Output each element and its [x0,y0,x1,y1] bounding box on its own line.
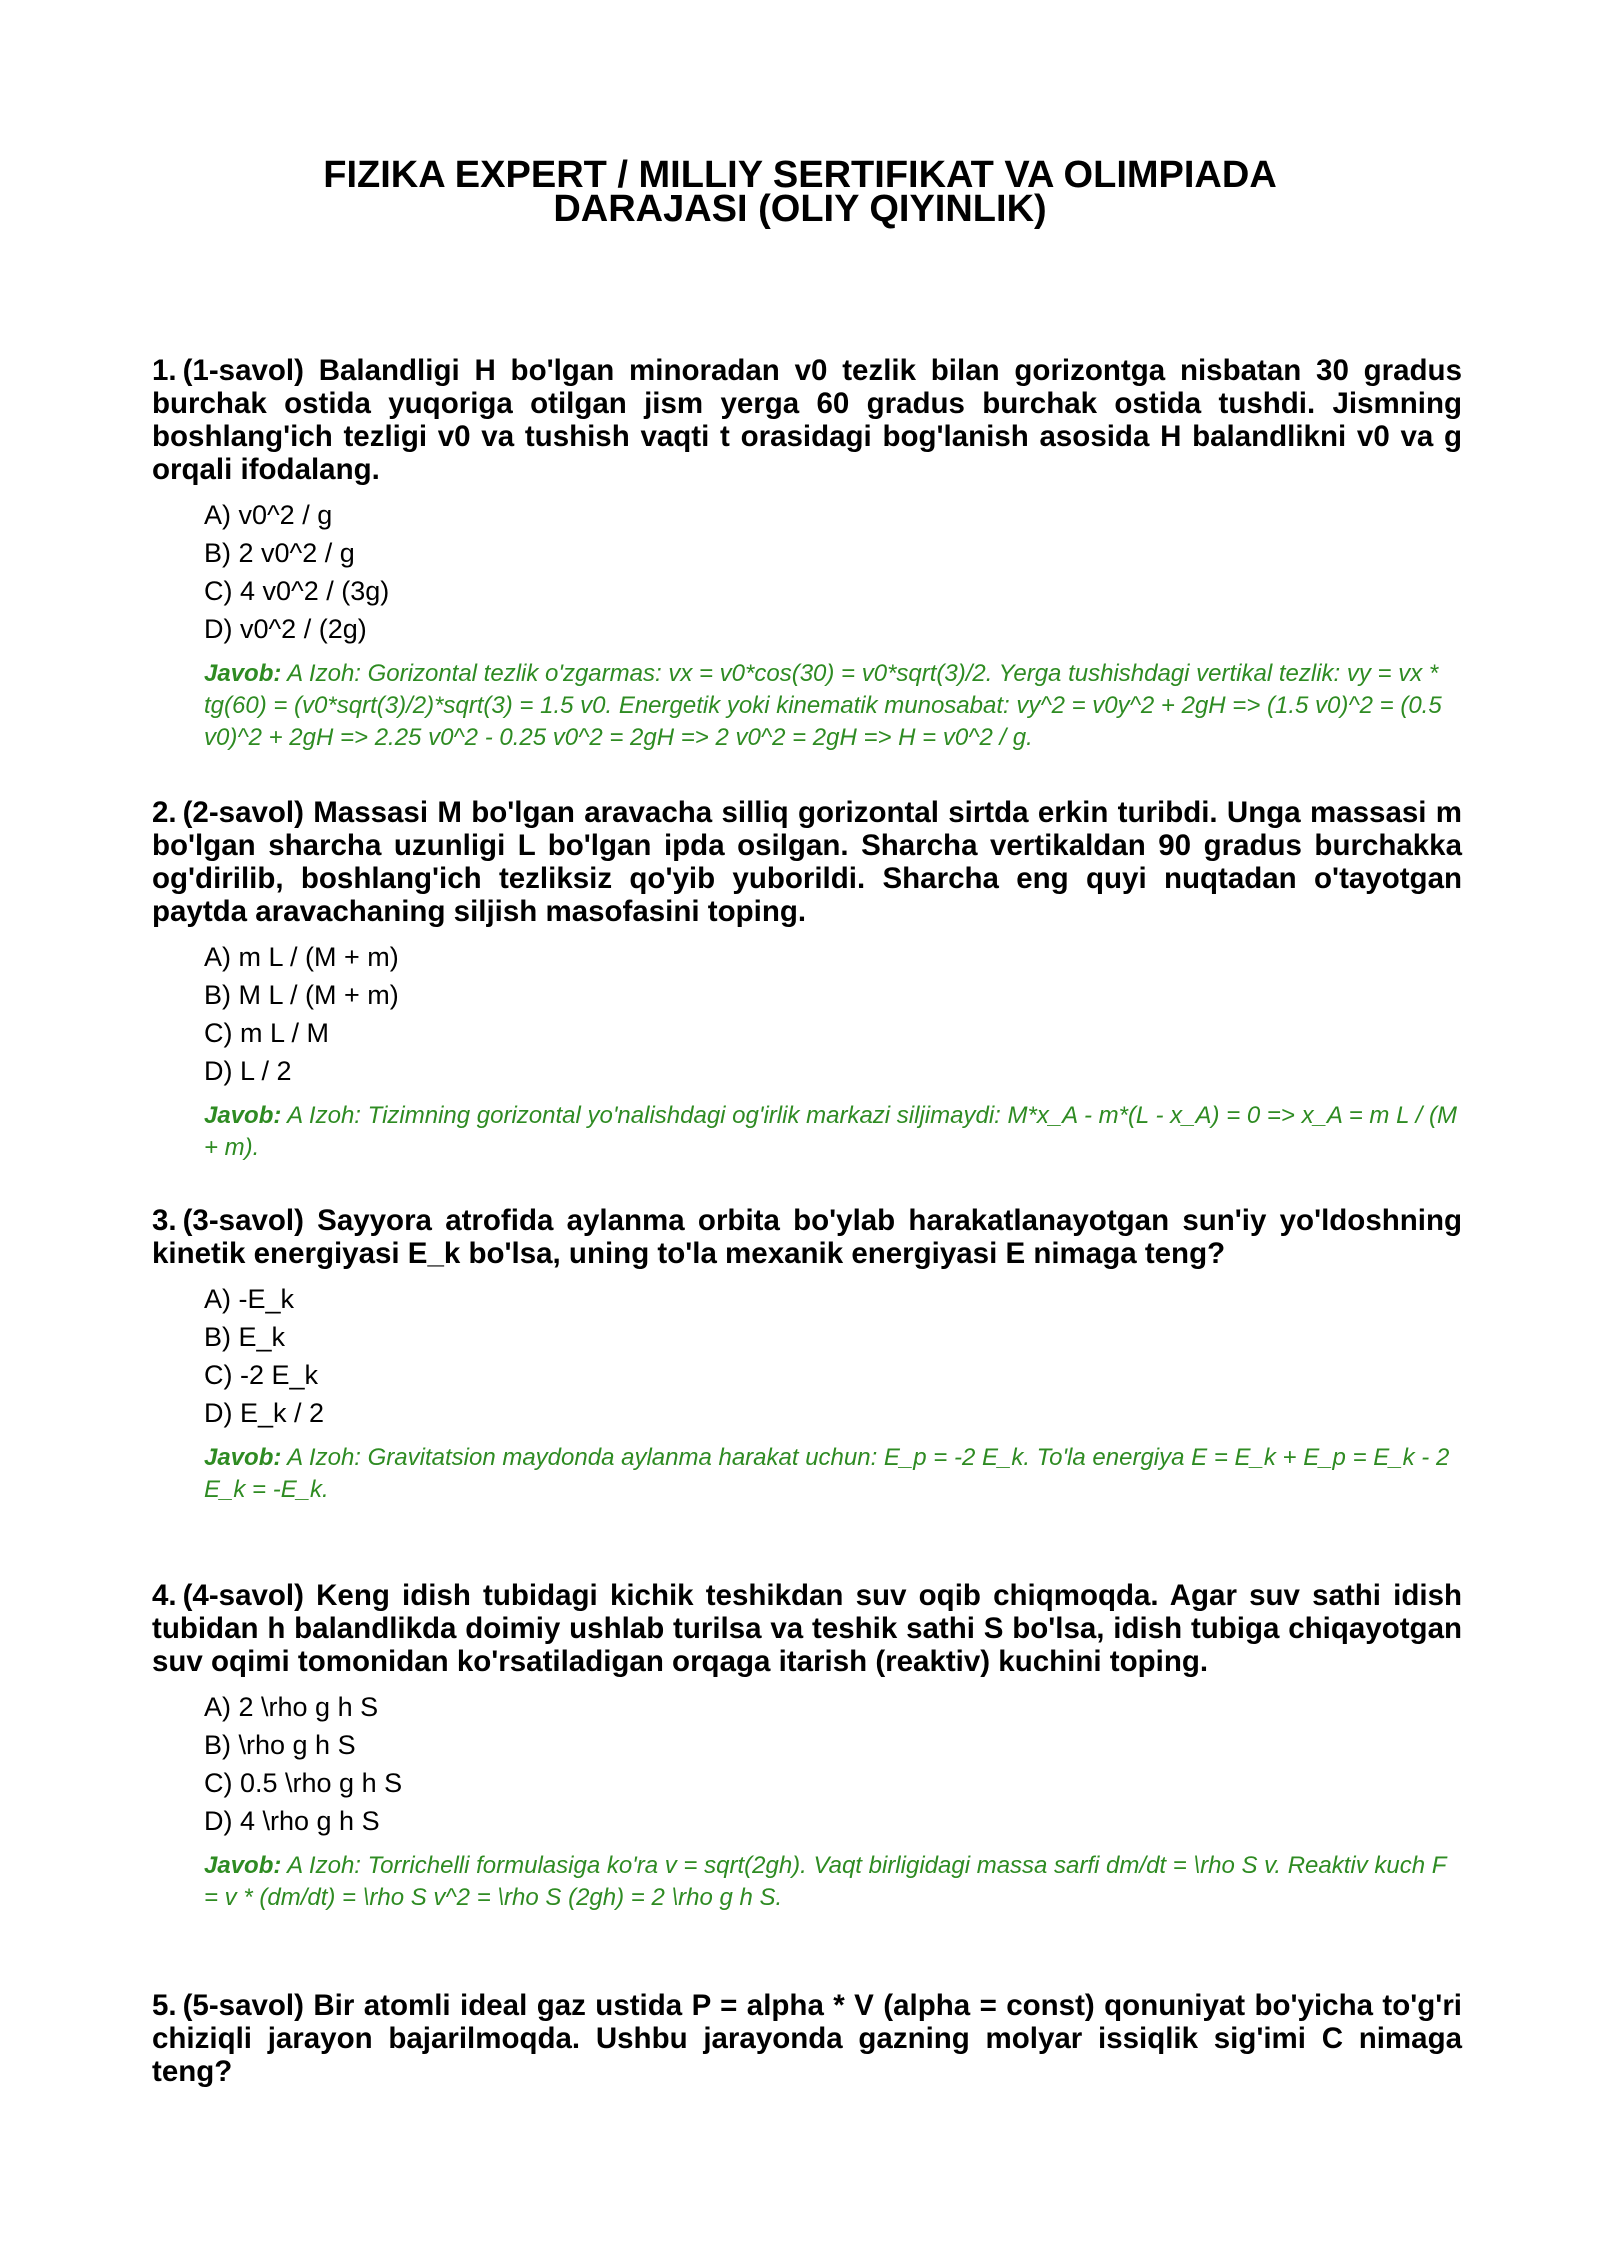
options-list [204,938,1462,1090]
option-b: B) E_k [204,1322,286,1352]
answer-label: Javob: [204,1444,282,1471]
option-a: A) -E_k [204,1284,295,1314]
question-body: (2-savol) Massasi M bo'lgan aravacha silliq gorizontal sirtda erkin turibdi. Unga massasi m bo'lgan sharcha uzunligi L bo'lgan ipda osilgan. Sharcha vertikaldan 90 gradus burchakka og'dirilib, boshlang'ich tezliksiz qo'yib yuborildi. Sharcha eng quyi nuqtadan o'tayotgan paytda aravachaning siljish masofasini toping. [152,796,1462,928]
question-body: (3-savol) Sayyora atrofida aylanma orbita bo'ylab harakatlanayotgan sun'iy yo'ldoshning kinetik energiyasi E_k bo'lsa, uning to'la mexanik energiyasi E nimaga teng? [152,1204,1462,1270]
option-a: A) 2 \rho g h S [204,1692,379,1722]
answer-text: A Izoh: Gorizontal tezlik o'zgarmas: vx = v0*cos(30) = v0*sqrt(3)/2. Yerga tushishdagi vertikal tezlik: vy = vx * tg(60) = (v0*sqrt(3)/2)*sqrt(3) = 1.5 v0. Energetik yoki kinematik munosabat: vy^2 = v0y^2 + 2gH => (1.5 v0)^2 = (0.5 v0)^2 + 2gH => 2.25 v0^2 - 0.25 v0^2 = 2gH => 2 v0^2 = 2gH => H = v0^2 / g. [204,660,1442,751]
answer-explanation [204,1442,1462,1506]
option-b: B) 2 v0^2 / g [204,538,355,568]
question-number: 5. [152,1989,177,2022]
answer-text: A Izoh: Gravitatsion maydonda aylanma harakat uchun: E_p = -2 E_k. To'la energiya E = E_k + E_p = E_k - 2 E_k = -E_k. [204,1444,1450,1503]
question-body: (1-savol) Balandligi H bo'lgan minoradan v0 tezlik bilan gorizontga nisbatan 30 gradus burchak ostida yuqoriga otilgan jism yerga 60 gradus burchak ostida tushdi. Jismning boshlang'ich tezligi v0 va tushish vaqti t orasidagi bog'lanish asosida H balandlikni v0 va g orqali ifodalang. [152,354,1462,486]
question-3 [152,1204,1462,1506]
question-5 [152,1989,1462,2088]
options-list [204,1280,1462,1432]
option-d: D) E_k / 2 [204,1398,325,1428]
option-d: D) v0^2 / (2g) [204,614,367,644]
option-a: A) m L / (M + m) [204,942,399,972]
question-number: 3. [152,1204,177,1237]
option-d: D) L / 2 [204,1056,292,1086]
answer-label: Javob: [204,660,282,687]
option-d: D) 4 \rho g h S [204,1806,380,1836]
answer-label: Javob: [204,1102,282,1129]
option-c: C) 0.5 \rho g h S [204,1768,403,1798]
question-text [152,1989,1462,2088]
title-line-2: DARAJASI (OLIY QIYINLIK) [553,188,1047,230]
question-number: 4. [152,1579,177,1612]
question-number: 2. [152,796,177,829]
question-text [152,796,1462,928]
question-body: (5-savol) Bir atomli ideal gaz ustida P = alpha * V (alpha = const) qonuniyat bo'yicha to'g'ri chiziqli jarayon bajarilmoqda. Ushbu jarayonda gazning molyar issiqlik sig'imi C nimaga teng? [152,1989,1462,2088]
answer-explanation [204,1100,1462,1164]
answer-text: A Izoh: Tizimning gorizontal yo'nalishdagi og'irlik markazi siljimaydi: M*x_A - m*(L - x_A) = 0 => x_A = m L / (M + m). [204,1102,1457,1161]
title-line-1: FIZIKA EXPERT / MILLIY SERTIFIKAT VA OLIMPIADA [323,154,1277,196]
option-b: B) \rho g h S [204,1730,356,1760]
answer-label: Javob: [204,1852,282,1879]
answer-text: A Izoh: Torrichelli formulasiga ko'ra v = sqrt(2gh). Vaqt birligidagi massa sarfi dm/dt = \rho S v. Reaktiv kuch F = v * (dm/dt) = \rho S v^2 = \rho S (2gh) = 2 \rho g h S. [204,1852,1446,1911]
options-list [204,1688,1462,1840]
option-c: C) m L / M [204,1018,329,1048]
option-c: C) 4 v0^2 / (3g) [204,576,390,606]
option-a: A) v0^2 / g [204,500,333,530]
question-1 [152,354,1462,754]
question-number: 1. [152,354,177,387]
option-c: C) -2 E_k [204,1360,319,1390]
options-list [204,496,1462,648]
question-4 [152,1579,1462,1914]
question-body: (4-savol) Keng idish tubidagi kichik teshikdan suv oqib chiqmoqda. Agar suv sathi idish tubidan h balandlikda doimiy ushlab turilsa va teshik sathi S bo'lsa, idish tubiga chiqayotgan suv oqimi tomonidan ko'rsatiladigan orqaga itarish (reaktiv) kuchini toping. [152,1579,1462,1678]
question-text [152,354,1462,486]
question-text [152,1204,1462,1270]
document-title [150,154,1450,230]
question-2 [152,796,1462,1164]
question-text [152,1579,1462,1678]
option-b: B) M L / (M + m) [204,980,399,1010]
answer-explanation [204,658,1462,754]
answer-explanation [204,1850,1462,1914]
